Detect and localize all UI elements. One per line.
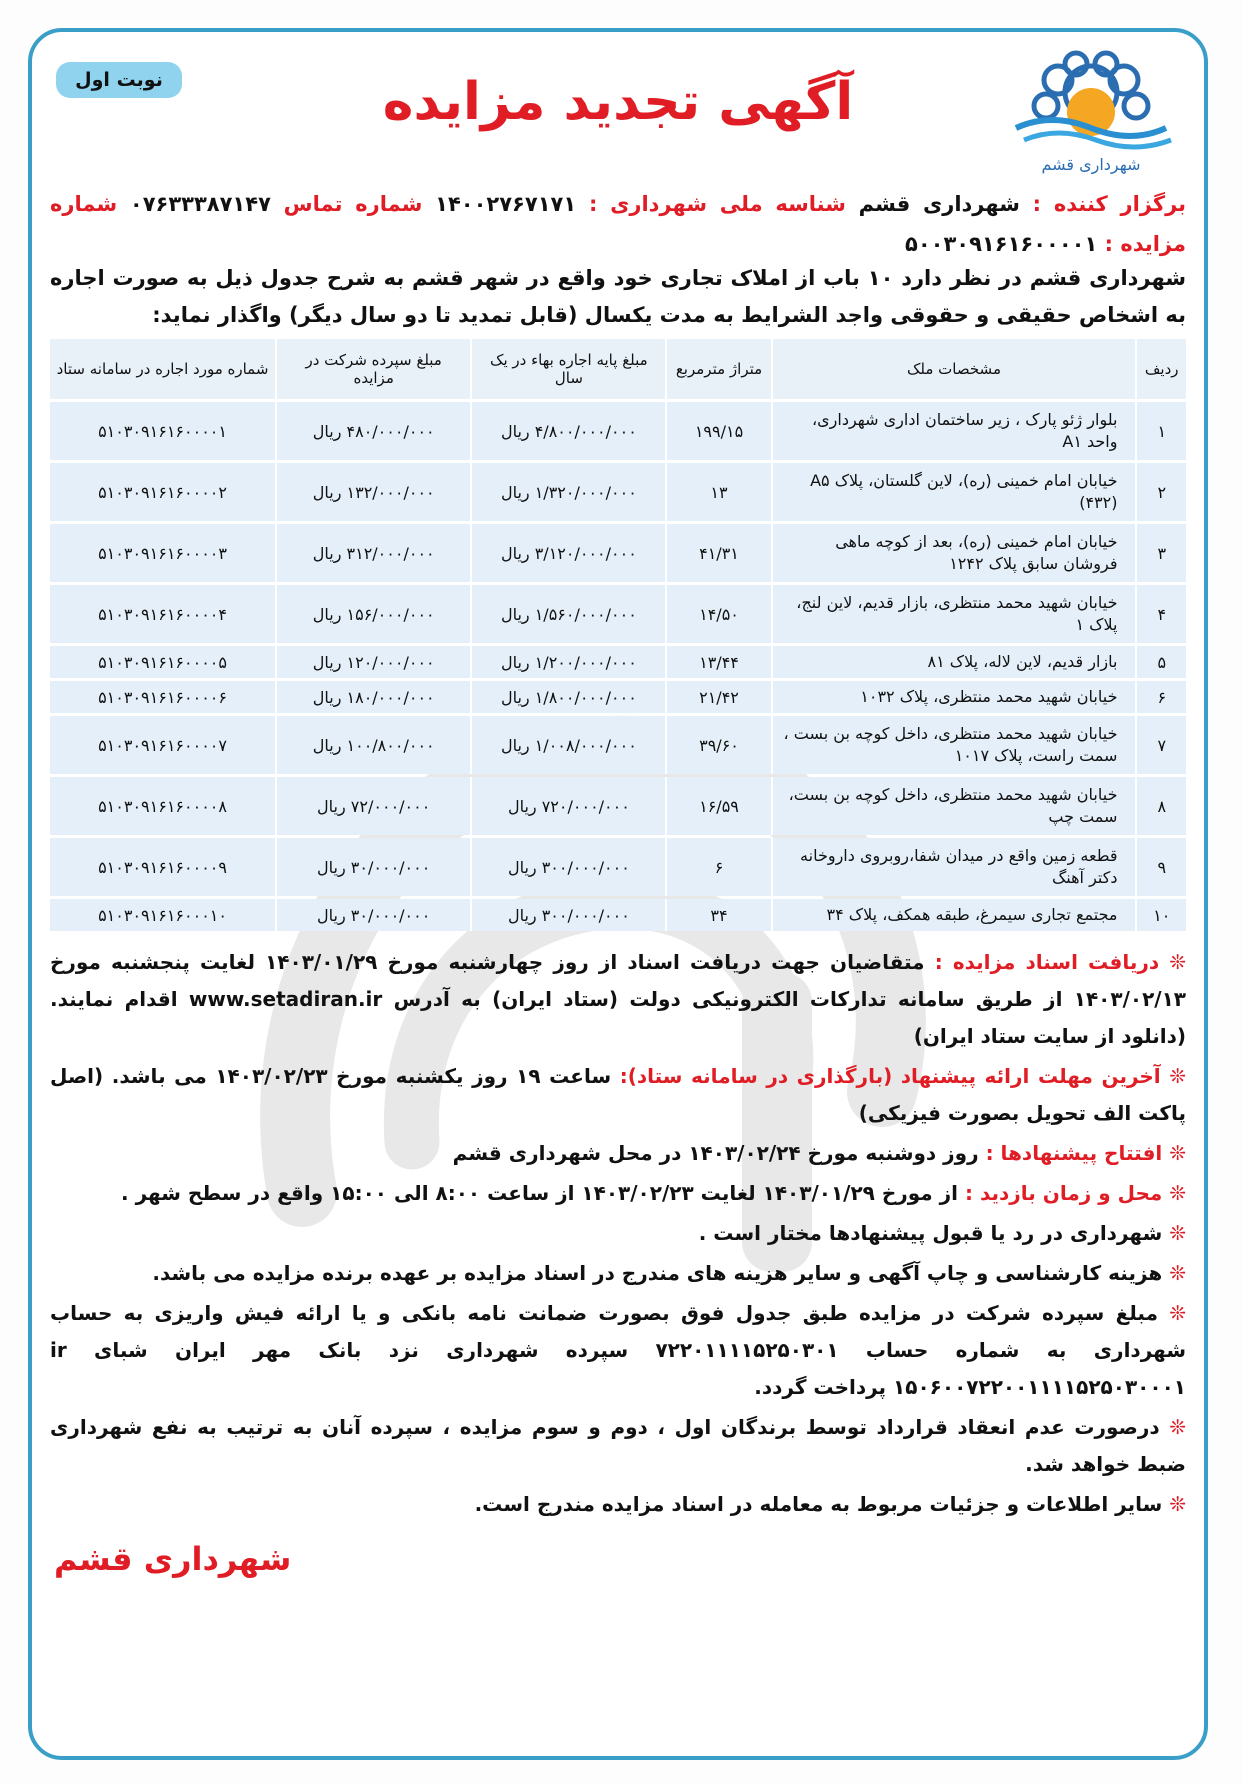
- auction-number-label: شماره مزایده :: [50, 192, 1186, 256]
- row-number: ۲: [1135, 463, 1186, 521]
- property-description: خیابان امام خمینی (ره)، بعد از کوچه ماهی فروشان سابق پلاک ۱۲۴۲: [771, 524, 1136, 582]
- note-label: آخرین مهلت ارائه پیشنهاد (بارگذاری در سامانه ستاد):: [619, 1064, 1161, 1088]
- note-text: ساعت ۱۹ روز یکشنبه مورخ ۱۴۰۳/۰۲/۲۳ می باشد. (اصل پاکت الف تحویل بصورت فیزیکی): [50, 1064, 1186, 1125]
- note-text: شهرداری در رد یا قبول پیشنهادها مختار است .: [698, 1221, 1163, 1245]
- row-number: ۳: [1135, 524, 1186, 582]
- property-description: خیابان شهید محمد منتظری، داخل کوچه بن بست ، سمت راست، پلاک ۱۰۱۷: [771, 716, 1136, 774]
- setad-code: ۵۱۰۳۰۹۱۶۱۶۰۰۰۰۴: [48, 585, 275, 643]
- row-number: ۷: [1135, 716, 1186, 774]
- deposit-amount: ۳۱۲/۰۰۰/۰۰۰ ریال: [275, 524, 470, 582]
- deposit-amount: ۱۲۰/۰۰۰/۰۰۰ ریال: [275, 646, 470, 678]
- base-rent: ۷۲۰/۰۰۰/۰۰۰ ریال: [470, 777, 665, 835]
- row-number: ۵: [1135, 646, 1186, 678]
- property-area: ۶: [665, 838, 770, 896]
- municipality-logo: [1006, 50, 1176, 180]
- table-row: [48, 402, 1186, 460]
- property-description: بازار قدیم، لاین لاله، پلاک ۸۱: [771, 646, 1136, 678]
- note-label: دریافت اسناد مزایده :: [934, 950, 1160, 974]
- setad-code: ۵۱۰۳۰۹۱۶۱۶۰۰۰۰۹: [48, 838, 275, 896]
- deposit-amount: ۳۰/۰۰۰/۰۰۰ ریال: [275, 838, 470, 896]
- note-text: از مورخ ۱۴۰۳/۰۱/۲۹ لغایت ۱۴۰۳/۰۲/۲۳ از ساعت ۸:۰۰ الی ۱۵:۰۰ واقع در سطح شهر .: [121, 1181, 959, 1205]
- deposit-amount: ۱۳۲/۰۰۰/۰۰۰ ریال: [275, 463, 470, 521]
- property-area: ۱۹۹/۱۵: [665, 402, 770, 460]
- table-row: [48, 838, 1186, 896]
- header-deposit: مبلغ سپرده شرکت در مزایده: [275, 339, 470, 399]
- property-description: خیابان شهید محمد منتظری، داخل کوچه بن بست، سمت چپ: [771, 777, 1136, 835]
- property-description: بلوار ژئو پارک ، زیر ساختمان اداری شهرداری، واحد A۱: [771, 402, 1136, 460]
- note-item: ❊ سایر اطلاعات و جزئیات مربوط به معامله در اسناد مزایده مندرج است.: [474, 1492, 1186, 1516]
- note-text: روز دوشنبه مورخ ۱۴۰۳/۰۲/۲۴ در محل شهرداری قشم: [452, 1141, 979, 1165]
- deposit-amount: ۳۰/۰۰۰/۰۰۰ ریال: [275, 899, 470, 931]
- property-area: ۳۴: [665, 899, 770, 931]
- header-base-rent: مبلغ پایه اجاره بهاء در یک سال: [470, 339, 665, 399]
- property-description: خیابان شهید محمد منتظری، بازار قدیم، لاین لنج، پلاک ۱: [771, 585, 1136, 643]
- national-id-label: شناسه ملی شهرداری :: [588, 192, 846, 216]
- property-table: [48, 336, 1186, 934]
- property-area: ۲۱/۴۲: [665, 681, 770, 713]
- auction-number-value: ۵۰۰۳۰۹۱۶۱۶۰۰۰۰۱: [905, 232, 1098, 256]
- base-rent: ۱/۸۰۰/۰۰۰/۰۰۰ ریال: [470, 681, 665, 713]
- property-area: ۱۳/۴۴: [665, 646, 770, 678]
- row-number: ۱۰: [1135, 899, 1186, 931]
- table-row: [48, 777, 1186, 835]
- header-row-number: ردیف: [1135, 339, 1186, 399]
- setad-code: ۵۱۰۳۰۹۱۶۱۶۰۰۰۰۳: [48, 524, 275, 582]
- row-number: ۸: [1135, 777, 1186, 835]
- note-text: درصورت عدم انعقاد قرارداد توسط برندگان اول ، دوم و سوم مزایده ، سپرده آنان به ترتیب به نفع شهرداری ضبط خواهد شد.: [50, 1415, 1186, 1476]
- note-text: هزینه کارشناسی و چاپ آگهی و سایر هزینه های مندرج در اسناد مزایده بر عهده برنده مزایده می باشد.: [152, 1261, 1163, 1285]
- setad-code: ۵۱۰۳۰۹۱۶۱۶۰۰۰۰۱: [48, 402, 275, 460]
- intro-paragraph: شهرداری قشم در نظر دارد ۱۰ باب از املاک تجاری خود واقع در شهر قشم به شرح جدول ذیل به صورت اجاره به اشخاص حقیقی و حقوقی واجد الشرایط به مدت یکسال (قابل تمدید تا دو سال دیگر) واگذار نماید:: [50, 266, 1186, 327]
- deposit-amount: ۱۰۰/۸۰۰/۰۰۰ ریال: [275, 716, 470, 774]
- property-description: مجتمع تجاری سیمرغ، طبقه همکف، پلاک ۳۴: [771, 899, 1136, 931]
- table-row: [48, 463, 1186, 521]
- base-rent: ۱/۰۰۸/۰۰۰/۰۰۰ ریال: [470, 716, 665, 774]
- property-description: قطعه زمین واقع در میدان شفا،روبروی داروخانه دکتر آهنگ: [771, 838, 1136, 896]
- base-rent: ۱/۵۶۰/۰۰۰/۰۰۰ ریال: [470, 585, 665, 643]
- property-area: ۴۱/۳۱: [665, 524, 770, 582]
- table-row: [48, 646, 1186, 678]
- table-row: [48, 524, 1186, 582]
- organizer-line: [50, 184, 1186, 264]
- property-area: ۱۶/۵۹: [665, 777, 770, 835]
- note-text: سایر اطلاعات و جزئیات مربوط به معامله در اسناد مزایده مندرج است.: [474, 1492, 1163, 1516]
- property-area: ۳۹/۶۰: [665, 716, 770, 774]
- setad-code: ۵۱۰۳۰۹۱۶۱۶۰۰۰۰۸: [48, 777, 275, 835]
- base-rent: ۱/۲۰۰/۰۰۰/۰۰۰ ریال: [470, 646, 665, 678]
- base-rent: ۳۰۰/۰۰۰/۰۰۰ ریال: [470, 838, 665, 896]
- edition-badge: نوبت اول: [56, 62, 182, 98]
- notes-section: [50, 944, 1186, 1526]
- note-label: افتتاح پیشنهادها :: [985, 1141, 1163, 1165]
- note-item: ❊ آخرین مهلت ارائه پیشنهاد (بارگذاری در سامانه ستاد): ساعت ۱۹ روز یکشنبه مورخ ۱۴۰۳/۰۲/۲۳ می باشد. (اصل پاکت الف تحویل بصورت فیزیکی): [50, 1064, 1186, 1125]
- base-rent: ۳/۱۲۰/۰۰۰/۰۰۰ ریال: [470, 524, 665, 582]
- table-row: [48, 681, 1186, 713]
- organizer-label: برگزار کننده :: [1032, 192, 1187, 216]
- base-rent: ۳۰۰/۰۰۰/۰۰۰ ریال: [470, 899, 665, 931]
- property-area: ۱۴/۵۰: [665, 585, 770, 643]
- setad-code: ۵۱۰۳۰۹۱۶۱۶۰۰۰۰۲: [48, 463, 275, 521]
- header-description: مشخصات ملک: [771, 339, 1136, 399]
- signature: شهرداری قشم: [54, 1540, 292, 1578]
- table-row: [48, 716, 1186, 774]
- note-item: ❊ محل و زمان بازدید : از مورخ ۱۴۰۳/۰۱/۲۹ لغایت ۱۴۰۳/۰۲/۲۳ از ساعت ۸:۰۰ الی ۱۵:۰۰ واقع در سطح شهر .: [121, 1181, 1186, 1205]
- deposit-amount: ۱۸۰/۰۰۰/۰۰۰ ریال: [275, 681, 470, 713]
- note-text: متقاضیان جهت دریافت اسناد از روز چهارشنبه مورخ ۱۴۰۳/۰۱/۲۹ لغایت پنجشنبه مورخ ۱۴۰۳/۰۲/۱۳ از طریق سامانه تدارکات الکترونیکی دولت (ستاد ایران) به آدرس www.setadiran.ir اقدام نمایند. (دانلود از سایت ستاد ایران): [50, 950, 1186, 1048]
- note-item: ❊ افتتاح پیشنهادها : روز دوشنبه مورخ ۱۴۰۳/۰۲/۲۴ در محل شهرداری قشم: [452, 1141, 1186, 1165]
- note-item: ❊ مبلغ سپرده شرکت در مزایده طبق جدول فوق بصورت ضمانت نامه بانکی و یا ارائه فیش واریزی به حساب شهرداری به شماره حساب ۷۲۲۰۱۱۱۱۵۲۵۰۳۰۱ سپرده شهرداری نزد بانک مهر ایران شبای ir ۱۵۰۶۰۰۷۲۲۰۰۱۱۱۱۵۲۵۰۳۰۰۰۱ پرداخت گردد.: [50, 1301, 1187, 1399]
- row-number: ۱: [1135, 402, 1186, 460]
- deposit-amount: ۷۲/۰۰۰/۰۰۰ ریال: [275, 777, 470, 835]
- national-id-value: ۱۴۰۰۲۷۶۷۱۷۱: [435, 192, 577, 216]
- deposit-amount: ۴۸۰/۰۰۰/۰۰۰ ریال: [275, 402, 470, 460]
- note-item: ❊ شهرداری در رد یا قبول پیشنهادها مختار است .: [698, 1221, 1186, 1245]
- organizer-value: شهرداری قشم: [858, 192, 1020, 216]
- row-number: ۹: [1135, 838, 1186, 896]
- setad-code: ۵۱۰۳۰۹۱۶۱۶۰۰۰۰۵: [48, 646, 275, 678]
- header-area: متراژ مترمربع: [665, 339, 770, 399]
- deposit-amount: ۱۵۶/۰۰۰/۰۰۰ ریال: [275, 585, 470, 643]
- table-header-row: [48, 339, 1186, 399]
- table-row: [48, 585, 1186, 643]
- page-title: آگهی تجدید مزایده: [382, 72, 854, 132]
- logo-text: شهرداری قشم: [1041, 155, 1141, 174]
- note-item: ❊ دریافت اسناد مزایده : متقاضیان جهت دریافت اسناد از روز چهارشنبه مورخ ۱۴۰۳/۰۱/۲۹ لغایت پنجشنبه مورخ ۱۴۰۳/۰۲/۱۳ از طریق سامانه تدارکات الکترونیکی دولت (ستاد ایران) به آدرس www.setadiran.ir اقدام نمایند. (دانلود از سایت ستاد ایران): [50, 950, 1186, 1048]
- note-text: مبلغ سپرده شرکت در مزایده طبق جدول فوق بصورت ضمانت نامه بانکی و یا ارائه فیش واریزی به حساب شهرداری به شماره حساب ۷۲۲۰۱۱۱۱۵۲۵۰۳۰۱ سپرده شهرداری نزد بانک مهر ایران شبای ir ۱۵۰۶۰۰۷۲۲۰۰۱۱۱۱۵۲۵۰۳۰۰۰۱ پرداخت گردد.: [50, 1301, 1187, 1399]
- setad-code: ۵۱۰۳۰۹۱۶۱۶۰۰۰۱۰: [48, 899, 275, 931]
- base-rent: ۴/۸۰۰/۰۰۰/۰۰۰ ریال: [470, 402, 665, 460]
- note-item: ❊ هزینه کارشناسی و چاپ آگهی و سایر هزینه های مندرج در اسناد مزایده بر عهده برنده مزایده می باشد.: [152, 1261, 1186, 1285]
- phone-value: ۰۷۶۳۳۳۸۷۱۴۷: [129, 192, 271, 216]
- note-item: ❊ درصورت عدم انعقاد قرارداد توسط برندگان اول ، دوم و سوم مزایده ، سپرده آنان به ترتیب به نفع شهرداری ضبط خواهد شد.: [50, 1415, 1186, 1476]
- phone-label: شماره تماس: [283, 192, 423, 216]
- property-area: ۱۳: [665, 463, 770, 521]
- row-number: ۶: [1135, 681, 1186, 713]
- base-rent: ۱/۳۲۰/۰۰۰/۰۰۰ ریال: [470, 463, 665, 521]
- property-description: خیابان شهید محمد منتظری، پلاک ۱۰۳۲: [771, 681, 1136, 713]
- setad-code: ۵۱۰۳۰۹۱۶۱۶۰۰۰۰۷: [48, 716, 275, 774]
- header-setad-code: شماره مورد اجاره در سامانه ستاد: [48, 339, 275, 399]
- note-label: محل و زمان بازدید :: [965, 1181, 1163, 1205]
- notice-frame: [28, 28, 1208, 1760]
- property-description: خیابان امام خمینی (ره)، لاین گلستان، پلاک A۵ (۴۳۲): [771, 463, 1136, 521]
- table-row: [48, 899, 1186, 931]
- setad-code: ۵۱۰۳۰۹۱۶۱۶۰۰۰۰۶: [48, 681, 275, 713]
- row-number: ۴: [1135, 585, 1186, 643]
